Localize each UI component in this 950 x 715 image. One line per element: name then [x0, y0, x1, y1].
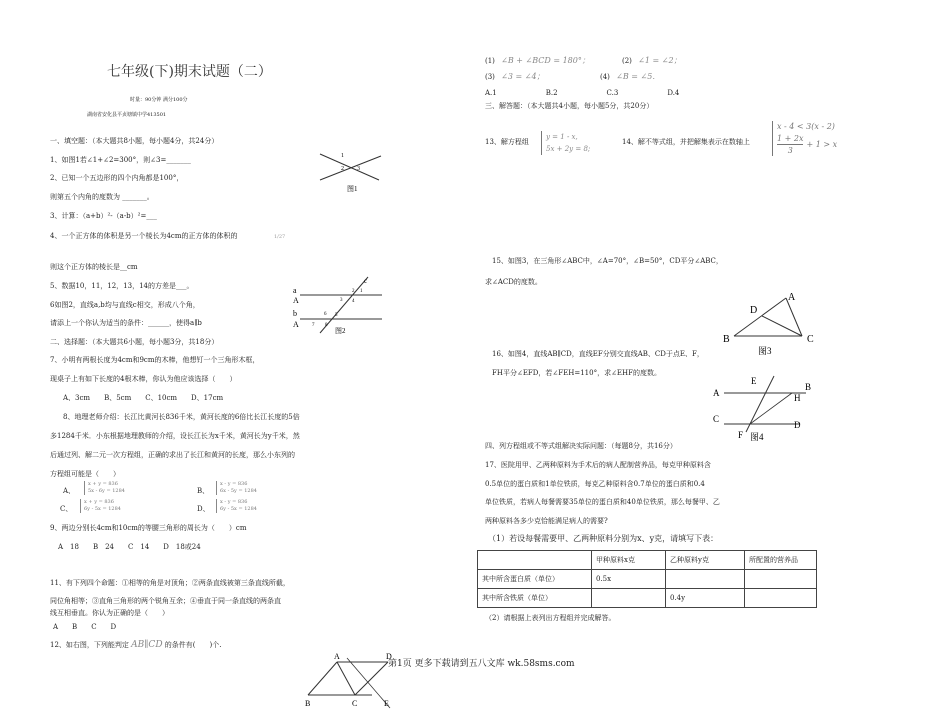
table-cell[interactable] — [666, 570, 745, 589]
figure-3 — [720, 288, 820, 358]
svg-text:A: A — [334, 652, 340, 661]
question-17-line-1: 17、医院用甲、乙两种原料为手术后的病人配制营养品，每克甲种原料含 — [485, 461, 711, 469]
page-footer: 第1页 更多下载请到五八文库 wk.58sms.com — [388, 659, 575, 669]
svg-text:图1: 图1 — [347, 185, 358, 193]
svg-text:1: 1 — [341, 153, 344, 159]
svg-text:3: 3 — [357, 166, 360, 172]
table-cell[interactable] — [592, 589, 666, 608]
question-4-fraction: 1/27 — [274, 234, 286, 240]
question-8-line-4: 方程组可能是（ ） — [50, 470, 120, 478]
svg-text:A: A — [713, 388, 720, 398]
option-a-label: A、 — [63, 487, 76, 495]
table-cell: 其中所含铁质（单位） — [478, 589, 592, 608]
svg-text:4: 4 — [352, 299, 355, 304]
question-2-line-2: 则第五个内角的度数为 _______。 — [50, 193, 154, 201]
svg-text:3: 3 — [340, 298, 343, 303]
svg-text:B: B — [805, 382, 812, 392]
option-a-system: x + y = 836 5x - 6y = 1284 — [84, 481, 125, 495]
question-17-line-2: 0.5单位的蛋白质和1单位铁质，每克乙种原料含0.7单位的蛋白质和0.4 — [485, 480, 705, 488]
option-c-system: x + y = 836 6y - 5x = 1284 — [80, 499, 121, 513]
table-header-cell — [478, 551, 592, 570]
svg-text:c: c — [364, 277, 368, 285]
page-title: 七年级(下)期末试题（二） — [107, 64, 272, 80]
svg-text:H: H — [794, 393, 801, 403]
svg-text:C: C — [807, 334, 814, 345]
question-2-line-1: 2、已知一个五边形的四个内角都是100°， — [50, 174, 184, 182]
section-1-heading: 一、填空题：（本大题共8小题，每小题4分，共24分） — [50, 137, 219, 145]
question-11-line-1: 11、有下列四个命题：①相等的角是对顶角；②两条直线被第三条直线所截， — [50, 579, 290, 587]
svg-text:A: A — [293, 320, 299, 329]
svg-text:6: 6 — [324, 312, 327, 317]
question-4-line-2: 则这个正方体的棱长是__cm — [50, 263, 138, 271]
question-17-part-1: （1）若设每餐需要甲、乙两种原料分别为x、y克，请填写下表： — [488, 534, 719, 543]
question-7-line-2: 现桌子上有如下长度的4根木棒，你认为他应该选择（ ） — [50, 375, 237, 383]
question-7-line-1: 7、小明有两根长度为4cm和9cm的木棒，他想钉一个三角形木框， — [50, 356, 260, 364]
question-6-line-2: 请添上一个你认为适当的条件：______，使得a∥b — [50, 319, 202, 327]
table-header-cell: 所配置的营养品 — [745, 551, 817, 570]
question-1: 1、如图1若∠1+∠2=300°，则∠3=_______ — [50, 156, 191, 164]
svg-text:a: a — [293, 286, 297, 295]
question-15-line-1: 15、如图3，在三角形∠ABC中，∠A=70°，∠B=50°，CD平分∠ABC， — [492, 257, 723, 265]
question-14: 14、解不等式组，并把解集表示在数轴上 — [622, 138, 750, 146]
svg-text:F: F — [738, 430, 744, 440]
question-16-line-2: FH平分∠EFD，若∠FEH=110°，求∠EHF的度数。 — [492, 369, 662, 377]
svg-text:D: D — [386, 652, 392, 661]
svg-text:C: C — [713, 414, 720, 424]
question-6-line-1: 6如图2，直线a,b均与直线c相交，形成八个角， — [50, 301, 200, 309]
condition-2: (2) ∠1 = ∠2； — [622, 56, 682, 65]
question-16-line-1: 16、如图4，直线AB∥CD，直线EF分别交直线AB、CD于点E、F， — [492, 350, 704, 358]
condition-1: (1) ∠B + ∠BCD = 180°； — [485, 56, 590, 65]
table-cell[interactable]: 0.5x — [592, 570, 666, 589]
question-17-part-2: （2）请根据上表列出方程组并完成解答。 — [485, 614, 616, 622]
question-5: 5、数据10，11，12，13，14的方差是___。 — [50, 282, 194, 290]
svg-text:C: C — [352, 699, 358, 708]
option-c-label: C、 — [60, 505, 73, 513]
figure-4 — [710, 372, 820, 444]
exam-info: 时量：90分钟 满分100分 — [130, 97, 188, 103]
svg-text:图3: 图3 — [758, 346, 772, 356]
table-row — [478, 589, 817, 608]
option-d-label: D、 — [197, 505, 210, 513]
question-11-options: A B C D — [53, 623, 117, 631]
table-cell[interactable]: 0.4y — [666, 589, 745, 608]
table-header-cell: 甲种原料x克 — [592, 551, 666, 570]
svg-text:2: 2 — [352, 289, 355, 294]
section-4-heading: 四、列方程组或不等式组解决实际问题：（每题8分，共16分） — [485, 442, 677, 450]
figure-q12 — [300, 650, 400, 710]
svg-text:A: A — [788, 292, 796, 303]
svg-text:2: 2 — [341, 166, 344, 172]
question-12-condition: AB∥CD — [131, 640, 163, 650]
table-header-cell: 乙种原料y克 — [666, 551, 745, 570]
svg-text:B: B — [723, 334, 730, 345]
option-d-system: x - y = 836 6y - 5x = 1284 — [216, 499, 257, 513]
school-name: 湖南省安化县平贞塘镇中学413501 — [87, 112, 167, 118]
svg-text:E: E — [751, 376, 757, 386]
svg-text:8: 8 — [325, 323, 328, 328]
question-11-line-2: 同位角相等；③直角三角形的两个锐角互余；④垂直于同一条直线的两条直 — [50, 597, 281, 605]
figure-1 — [315, 148, 385, 194]
question-9: 9、两边分别长4cm和10cm的等腰三角形的周长为（ ）cm — [50, 524, 247, 532]
question-12-options: A.1 B.2 C.3 D.4 — [485, 89, 680, 97]
nutrition-table — [477, 550, 817, 608]
question-4-line-1: 4、一个正方体的体积是另一个棱长为4cm的正方体的体积的 — [50, 232, 238, 240]
svg-text:7: 7 — [312, 323, 315, 328]
section-3-heading: 三、解答题：（本大题共4小题，每小题5分，共20分） — [485, 102, 654, 110]
svg-text:5: 5 — [335, 313, 338, 318]
svg-text:图2: 图2 — [335, 327, 346, 335]
table-cell[interactable] — [745, 570, 817, 589]
question-12: 12、如右图，下列能判定 AB∥CD 的条件有( )个. — [50, 640, 222, 650]
svg-text:b: b — [293, 309, 297, 318]
condition-4: (4) ∠B = ∠5． — [600, 72, 661, 81]
svg-text:A: A — [293, 296, 299, 305]
question-11-line-3: 线互相垂直。你认为正确的是（ ） — [50, 609, 169, 617]
question-17-line-4: 两种原料各多少克恰能满足病人的需要? — [485, 517, 608, 525]
svg-text:B: B — [305, 699, 311, 708]
option-b-label: B、 — [197, 487, 210, 495]
figure-2 — [290, 275, 385, 337]
question-17-line-3: 单位铁质，若病人每餐需要35单位的蛋白质和40单位铁质，那么每餐甲、乙 — [485, 498, 720, 506]
question-8-line-1: 8、地理老师介绍：长江比黄河长836千米，黄河长度的6倍比长江长度的5倍 — [63, 413, 300, 421]
question-15-line-2: 求∠ACD的度数。 — [485, 278, 542, 286]
section-2-heading: 二、选择题：（本大题共6小题，每小题3分，共18分） — [50, 338, 219, 346]
condition-3: (3) ∠3 = ∠4； — [485, 72, 545, 81]
question-14-system: x - 4 < 3(x - 2) 1 + 2x 3 + 1 > x — [772, 121, 837, 156]
svg-text:E: E — [384, 699, 389, 708]
svg-text:1: 1 — [360, 289, 363, 294]
question-13-system: y = 1 - x, 5x + 2y = 8; — [541, 131, 590, 155]
svg-text:D: D — [750, 305, 758, 316]
svg-text:D: D — [794, 420, 801, 430]
question-13: 13、解方程组 — [485, 138, 529, 146]
table-header-row — [478, 551, 817, 570]
svg-text:图4: 图4 — [750, 432, 764, 442]
question-9-options: A 18 B 24 C 14 D 18或24 — [58, 543, 201, 551]
table-row — [478, 570, 817, 589]
table-cell: 其中所含蛋白质（单位） — [478, 570, 592, 589]
question-8-line-2: 多1284千米．小东根据地理教师的介绍，设长江长为x千米，黄河长为y千米，然 — [50, 432, 300, 440]
question-7-options: A、3cm B、5cm C、10cm D、17cm — [63, 394, 224, 402]
option-b-system: x - y = 836 6x - 5y = 1284 — [216, 481, 257, 495]
question-8-line-3: 后通过列、解二元一次方程组，正确的求出了长江和黄河的长度，那么小东列的 — [50, 451, 295, 459]
table-cell[interactable] — [745, 589, 817, 608]
question-3: 3、计算：（a+b）²-（a-b）²=___ — [50, 212, 157, 220]
